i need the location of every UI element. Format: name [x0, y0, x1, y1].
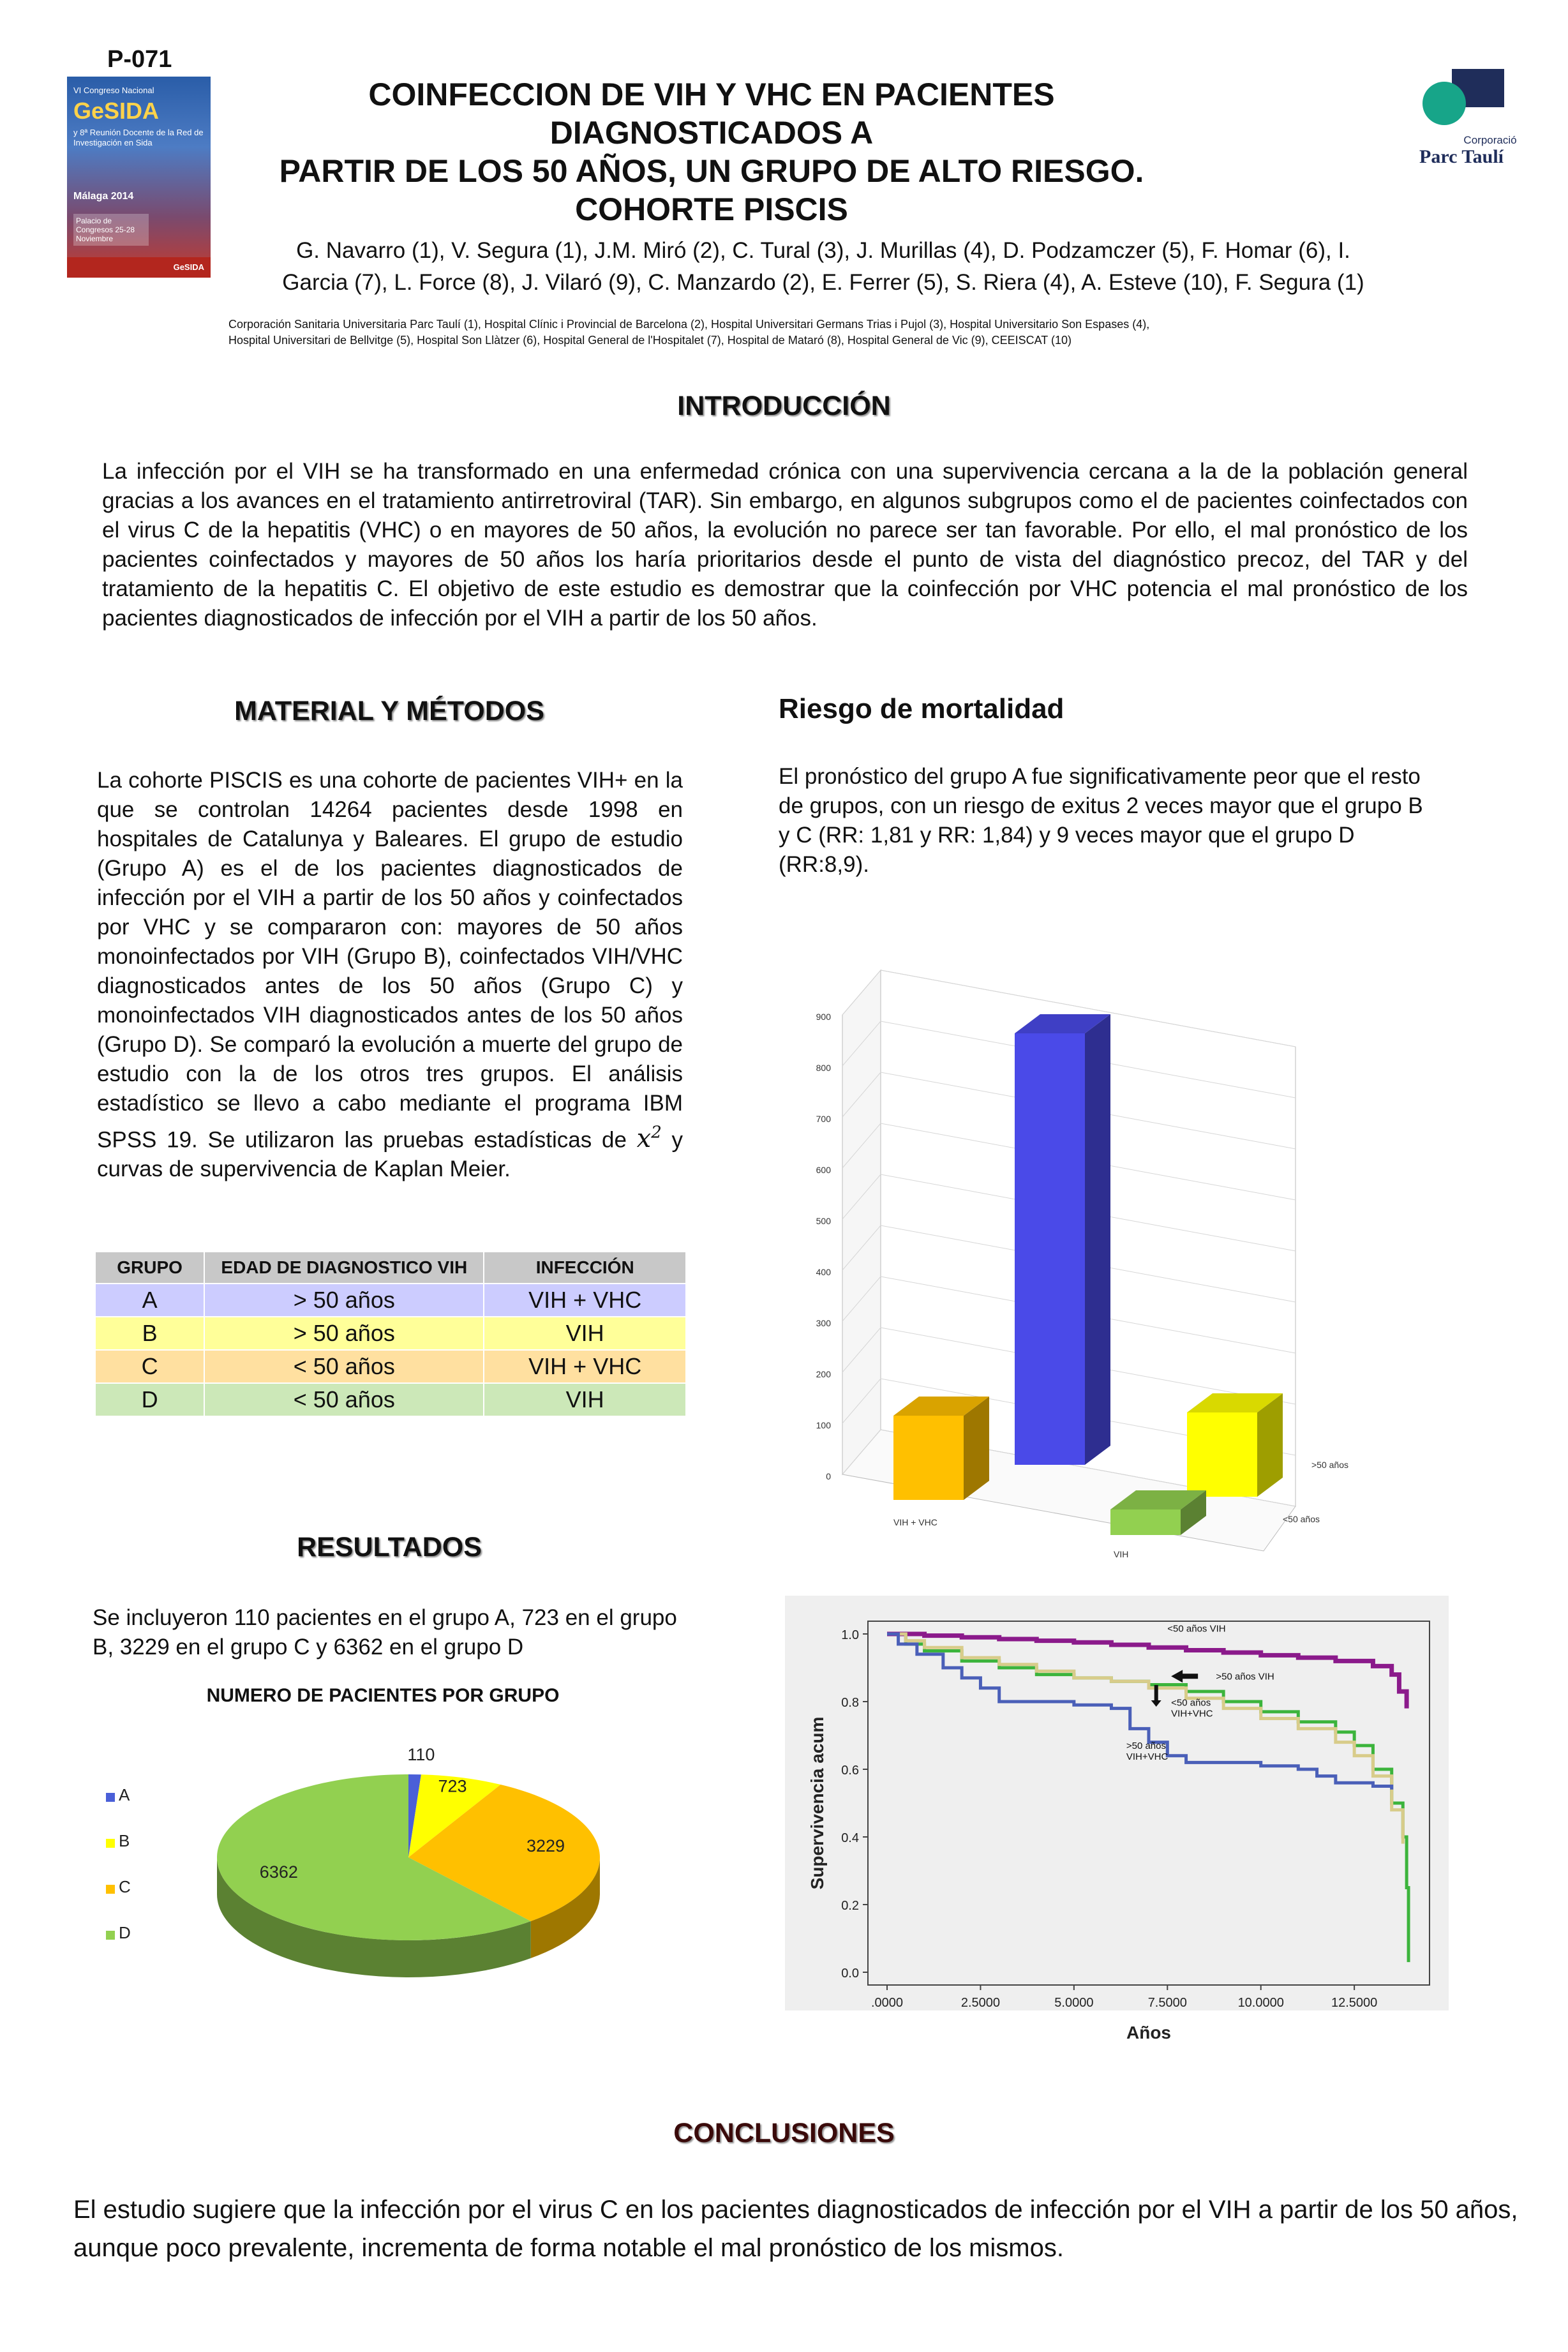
congress-brand: GeSIDA: [73, 98, 160, 124]
table-cell-age: < 50 años: [204, 1350, 484, 1383]
methods-text-end: y curvas de supervivencia de Kaplan Meier.: [97, 1127, 683, 1182]
affiliations-line: Corporación Sanitaria Universitaria Parc Taulí (1), Hospital Clínic i Provincial de Barcelona (2), Hospital Universitari Germans Trias i Pujol (3), Hospital Universitario Son Espases (4),: [228, 318, 1150, 331]
side-wall: [842, 970, 881, 1474]
y-tick-label: 0.0: [841, 1966, 859, 1981]
y-tick-label: 500: [816, 1216, 831, 1226]
affiliations: [228, 317, 1441, 348]
plot-frame: [868, 1621, 1430, 1985]
x-tick-label: .0000: [870, 1996, 904, 2010]
y-tick-label: 0.6: [841, 1764, 859, 1778]
x-tick-label: 7.5000: [1147, 1996, 1187, 2010]
logo-line2: Parc Taulí: [1419, 146, 1504, 167]
series-label: <50 años: [1171, 1697, 1211, 1709]
x-tick-label: 5.0000: [1054, 1996, 1094, 2010]
congress-line2: y 8ª Reunión Docente de la Red de Investigación en Sida: [73, 128, 204, 147]
logo-circle: [1422, 82, 1466, 125]
legend-label: B: [119, 1831, 130, 1850]
series-label: VIH+VHC: [1126, 1751, 1169, 1763]
y-tick-label: 900: [816, 1012, 831, 1022]
legend-label: A: [119, 1785, 130, 1804]
bar-vihvhc-over50: [1015, 1033, 1085, 1465]
table-cell-infection: VIH + VHC: [484, 1350, 686, 1383]
bar-side: [1085, 1014, 1110, 1465]
title-line: COINFECCION DE VIH Y VHC EN PACIENTES DIAGNOSTICADOS A: [368, 77, 1055, 151]
conclusions-text: El estudio sugiere que la infección por el virus C en los pacientes diagnosticados de infección por el VIH a partir de los 50 años, aunque poco prevalente, incrementa de forma notable el mal pronóstico de los mismos.: [73, 2196, 1518, 2262]
table-cell-infection: VIH + VHC: [484, 1284, 686, 1317]
chi-square-formula: [637, 1124, 662, 1153]
y-tick-label: 400: [816, 1267, 831, 1277]
y-axis-label: Supervivencia acum: [807, 1716, 827, 1890]
y-tick-label: 700: [816, 1114, 831, 1124]
table-header: EDAD DE DIAGNOSTICO VIH: [204, 1252, 484, 1284]
y-tick-label: 200: [816, 1369, 831, 1379]
affiliations-line: Hospital Universitari de Bellvitge (5), Hospital Son Llàtzer (6), Hospital General de l'Hospitalet (7), Hospital de Mataró (8), Hospital General de Vic (9), CEEISCAT (10): [228, 334, 1071, 347]
formula-base: x: [636, 1124, 652, 1154]
congress-line1: VI Congreso Nacional: [73, 86, 154, 95]
table-cell-infection: VIH: [484, 1317, 686, 1350]
y-tick-label: 0.4: [841, 1831, 859, 1845]
risk-text: El pronóstico del grupo A fue significativamente peor que el resto de grupos, con un riesgo de exitus 2 veces mayor que el grupo B y C (RR: 1,81 y RR: 1,84) y 9 veces mayor que el grupo D (RR:8,9).: [779, 764, 1423, 877]
results-title: RESULTADOS: [297, 1532, 482, 1562]
bar-vihvhc-under50: [893, 1416, 964, 1500]
depth-category-label: >50 años: [1311, 1460, 1348, 1470]
depth-category-label: <50 años: [1283, 1514, 1320, 1524]
congress-thumbnail: [67, 77, 211, 278]
bar-vih-under50: [1110, 1509, 1181, 1535]
logo-line1: Corporació: [1463, 134, 1517, 146]
table-cell-age: > 50 años: [204, 1284, 484, 1317]
methods-text-main: La cohorte PISCIS es una cohorte de pacientes VIH+ en la que se controlan 14264 pacientes desde 1998 en hospitales de Catalunya y Baleares. El grupo de estudio (Grupo A) es el de los pacientes diagnosticados de infección por el VIH a partir de los 50 años y coinfectados por VHC y se compararon con: mayores de 50 años monoinfectados por VIH (Grupo B), coinfectados VIH/VHC diagnosticados antes de los 50 años (Grupo C) y monoinfectados VIH diagnosticados antes de los 50 años (Grupo D). Se comparó la evolución a muerte del grupo de estudio con la de los otros tres grupos. El análisis estadístico se llevo a cabo mediante el programa IBM SPSS 19. Se utilizaron las pruebas estadísticas de: [97, 768, 683, 1153]
intro-text: La infección por el VIH se ha transformado en una enfermedad crónica con una supervivencia cercana a la de la población general gracias a los avances en el tratamiento antirretroviral (TAR). Sin embargo, en algunos subgrupos como el de pacientes coinfectados con el virus C de la hepatitis (VHC) o en mayores de 50 años, la evolución no parece ser tan favorable. Por ello, el mal pronóstico de los pacientes coinfectados y mayores de 50 años los haría prioritarios desde el punto de vista del diagnóstico precoz, del TAR y del tratamiento de la hepatitis C. El objetivo de este estudio es demostrar que la coinfección por VHC potencia el mal pronóstico de los pacientes diagnosticados de infección por el VIH a partir de los 50 años.: [102, 459, 1468, 631]
table-cell-age: > 50 años: [204, 1317, 484, 1350]
table-cell-group: C: [95, 1350, 204, 1383]
poster-code: P-071: [107, 46, 172, 73]
x-axis-label: Años: [1126, 2023, 1171, 2042]
pie-chart-title: NUMERO DE PACIENTES POR GRUPO: [206, 1685, 560, 1706]
y-tick-label: 0: [826, 1471, 831, 1481]
x-tick-label: 12.5000: [1331, 1996, 1378, 2010]
bar-vih-over50: [1187, 1412, 1257, 1497]
legend-label: D: [119, 1923, 131, 1942]
y-tick-label: 0.8: [841, 1696, 859, 1710]
x-tick-label: 10.0000: [1237, 1996, 1284, 2010]
title-line: PARTIR DE LOS 50 AÑOS, UN GRUPO DE ALTO RIESGO.: [279, 153, 1144, 189]
authors-line: G. Navarro (1), V. Segura (1), J.M. Miró (2), C. Tural (3), J. Murillas (4), D. Podzamczer (5), F. Homar (6), I.: [296, 238, 1350, 263]
x-category-label: VIH: [1114, 1549, 1129, 1559]
congress-footer: GeSIDA: [67, 257, 211, 278]
series-label: VIH+VHC: [1171, 1708, 1213, 1719]
authors: [217, 235, 1430, 299]
table-row: [95, 1383, 686, 1416]
methods-title: MATERIAL Y MÉTODOS: [234, 696, 544, 726]
table-cell-age: < 50 años: [204, 1383, 484, 1416]
x-tick-label: 2.5000: [960, 1996, 1001, 2010]
y-tick-label: 600: [816, 1165, 831, 1175]
table-header-row: [95, 1252, 686, 1284]
series-label: >50 años: [1126, 1741, 1166, 1752]
survival-curve-chart: [785, 1596, 1455, 2068]
y-tick-label: 300: [816, 1318, 831, 1328]
pie-value-label: 110: [407, 1745, 435, 1765]
pie-value-label: 723: [438, 1776, 467, 1796]
legend-swatch: [106, 1839, 115, 1848]
title-line: COHORTE PISCIS: [575, 191, 848, 227]
table-cell-group: B: [95, 1317, 204, 1350]
table-header: GRUPO: [95, 1252, 204, 1284]
group-table: [94, 1251, 687, 1417]
legend-swatch: [106, 1885, 115, 1894]
parc-tauli-logo: [1394, 64, 1528, 172]
y-tick-label: 0.2: [841, 1899, 859, 1913]
table-row: [95, 1317, 686, 1350]
table-body: [95, 1284, 686, 1416]
table-row: [95, 1284, 686, 1317]
x-category-label: VIH + VHC: [893, 1517, 937, 1527]
patients-pie-chart: [77, 1723, 651, 2081]
table-row: [95, 1350, 686, 1383]
intro-title: INTRODUCCIÓN: [677, 391, 891, 421]
results-text: Se incluyeron 110 pacientes en el grupo A, 723 en el grupo B, 3229 en el grupo C y 6362 en el grupo D: [93, 1605, 677, 1659]
legend-label: C: [119, 1877, 131, 1896]
congress-city: Málaga 2014: [73, 191, 134, 202]
conclusions-title: CONCLUSIONES: [673, 2118, 895, 2148]
legend-swatch: [106, 1793, 115, 1802]
formula-sup: 2: [651, 1123, 662, 1142]
series-label: >50 años VIH: [1216, 1671, 1274, 1682]
legend-swatch: [106, 1931, 115, 1940]
table-cell-infection: VIH: [484, 1383, 686, 1416]
y-tick-label: 100: [816, 1420, 831, 1430]
y-tick-label: 800: [816, 1063, 831, 1073]
pie-value-label: 6362: [259, 1862, 298, 1882]
congress-dates: Palacio de Congresos 25-28 Noviembre: [73, 214, 149, 246]
table-header: INFECCIÓN: [484, 1252, 686, 1284]
table-cell-group: A: [95, 1284, 204, 1317]
mortality-bar-chart: [779, 919, 1391, 1559]
table-cell-group: D: [95, 1383, 204, 1416]
series-label: <50 años VIH: [1167, 1623, 1226, 1635]
authors-line: Garcia (7), L. Force (8), J. Vilaró (9), C. Manzardo (2), E. Ferrer (5), S. Riera (4), A. Esteve (10), F. Segura (1): [282, 270, 1364, 295]
y-tick-label: 1.0: [841, 1628, 859, 1642]
pie-value-label: 3229: [526, 1836, 565, 1856]
methods-text: [97, 766, 683, 1184]
poster-title: [243, 75, 1181, 228]
risk-title: Riesgo de mortalidad: [779, 693, 1064, 724]
